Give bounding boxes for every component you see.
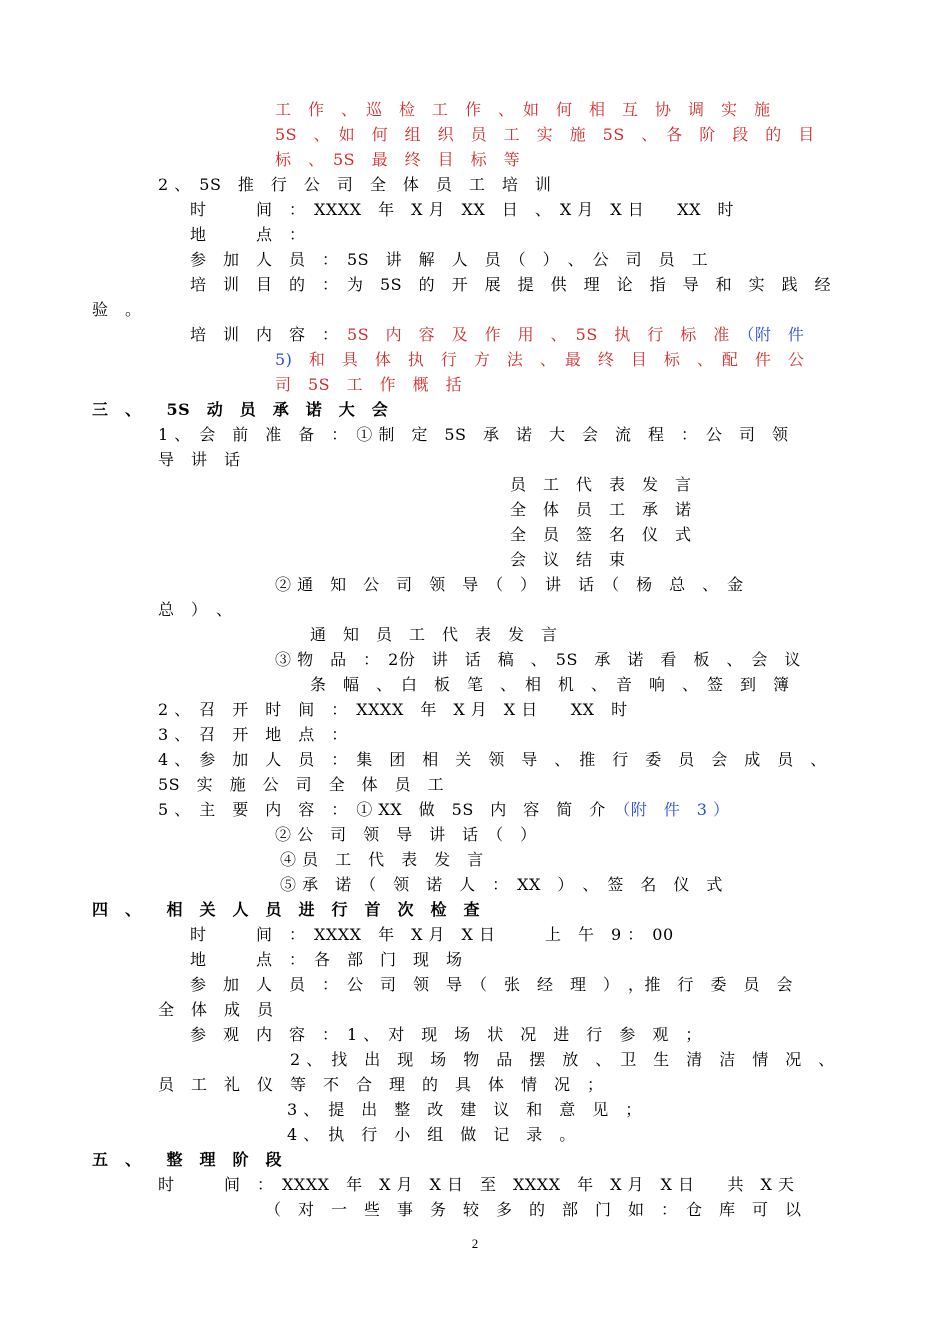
text-run: （附 件 [746,325,805,344]
text-line [287,1125,576,1145]
text-line [290,1050,835,1070]
text-line [275,575,744,595]
text-line [190,225,306,245]
text-line [158,425,789,445]
text-run: ⑤ 承 诺 （ 领 诺 人 ： XX ） 、 签 名 仪 式 [280,875,723,894]
text-run: 时 间 ： XXXX 年 X 月 X 日 上 午 9 ： 00 [190,925,674,944]
text-line [158,1175,795,1195]
text-line [158,600,233,620]
text-line [190,250,708,270]
text-run: 5S 、 如 何 组 织 员 工 实 施 5S 、 各 阶 段 的 目 [275,125,815,144]
text-line [265,1200,802,1220]
section-heading [92,400,388,420]
text-run: 员 工 礼 仪 等 不 合 理 的 具 体 情 况 ； [158,1075,604,1094]
text-run: 2 、 召 开 时 间 ： XXXX 年 X 月 X 日 XX 时 [158,700,628,719]
text-run: 时 间 ： XXXX 年 X 月 XX 日 、 X 月 X 日 XX 时 [190,200,735,219]
text-run: 4 、 执 行 小 组 做 记 录 。 [287,1125,576,1144]
text-run: 地 点 ： [190,225,306,244]
text-run: 地 点 ： 各 部 门 现 场 [190,950,463,969]
section-heading [92,900,480,920]
text-line [92,300,142,320]
text-run: 通 知 员 工 代 表 发 言 [310,625,558,644]
text-run: 2 、 找 出 现 场 物 品 摆 放 、 卫 生 清 洁 情 况 、 [290,1050,835,1069]
text-line [158,1000,274,1020]
text-line [275,150,520,170]
text-run: 全 体 成 员 [158,1000,274,1019]
text-line [275,350,804,370]
text-line [275,125,815,145]
text-line [190,200,734,220]
text-line [510,475,692,495]
text-run: ③ 物 品 ： 2份 讲 话 稿 、 5S 承 诺 看 板 、 会 议 [275,650,801,669]
text-run: 总 ） 、 [158,600,233,619]
text-line [510,500,692,520]
text-line [510,550,626,570]
text-line [158,750,827,770]
text-run: 司 5S 工 作 概 括 [275,375,463,394]
text-line [190,275,831,295]
text-run: 参 加 人 员 ： 5S 讲 解 人 员 （ ） 、 公 司 员 工 [190,250,709,269]
text-line [275,375,462,395]
text-line [158,1075,604,1095]
text-run: 全 体 员 工 承 诺 [510,500,692,519]
text-line [158,450,241,470]
text-line [190,325,804,345]
text-run: 条 幅 、 白 板 笔 、 相 机 、 音 响 、 签 到 簿 [310,675,790,694]
text-line [190,925,674,945]
text-run: （ 对 一 些 事 务 较 多 的 部 门 如 ： 仓 库 可 以 [265,1200,802,1219]
text-run: 3 、 提 出 整 改 建 议 和 意 见 ； [287,1100,642,1119]
section-heading [92,1150,282,1170]
text-run: 标 、 5S 最 终 目 标 等 [275,150,521,169]
text-run: 五 、 整 理 阶 段 [92,1150,283,1169]
text-line [275,100,771,120]
text-run: 会 议 结 束 [510,550,626,569]
text-run: 验 。 [92,300,142,319]
text-run: 5S 内 容 及 作 用 、 5S 执 行 标 准 [347,325,747,344]
text-line [310,675,790,695]
text-run: 工 作 、 巡 检 工 作 、 如 何 相 互 协 调 实 施 [275,100,771,119]
text-line [510,525,692,545]
text-run: 4 、 参 加 人 员 ： 集 团 相 关 领 导 、 推 行 委 员 会 成 员 、 [158,750,827,769]
text-run: 3 、 召 开 地 点 ： [158,725,348,744]
text-run: （附 件 3 ） [622,800,730,819]
text-run: 和 具 体 执 行 方 法 、 最 终 目 标 、 配 件 公 [292,350,805,369]
text-run: 员 工 代 表 发 言 [510,475,692,494]
text-run: 参 加 人 员 ： 公 司 领 导 （ 张 经 理 ） ，推 行 委 员 会 [190,975,794,994]
text-run: 5) [275,350,293,369]
text-run: 全 员 签 名 仪 式 [510,525,692,544]
text-line [275,650,801,670]
text-run: 时 间 ： XXXX 年 X 月 X 日 至 XXXX 年 X 月 X 日 共 X 天 [158,1175,795,1194]
text-run: ② 通 知 公 司 领 导 （ ） 讲 话 （ 杨 总 、 金 [275,575,744,594]
text-run: ② 公 司 领 导 讲 话 （ ） [275,825,537,844]
text-line [190,975,793,995]
text-line [158,800,730,820]
text-line [287,1100,642,1120]
text-run: 参 观 内 容 ： 1 、 对 现 场 状 况 进 行 参 观 ； [190,1025,702,1044]
text-run: 2 、 5S 推 行 公 司 全 体 员 工 培 训 [158,175,552,194]
text-run: 5 、 主 要 内 容 ： ① XX 做 5S 内 容 简 介 [158,800,623,819]
page-number: 2 [471,1236,479,1251]
text-line [275,825,537,845]
text-line [158,175,551,195]
text-run: 5S 实 施 公 司 全 体 员 工 [158,775,445,794]
text-run: 培 训 目 的 ： 为 5S 的 开 展 提 供 理 论 指 导 和 实 践 经 [190,275,832,294]
text-run: 三 、 5S 动 员 承 诺 大 会 [92,400,389,419]
text-line [158,725,348,745]
text-run: 四 、 相 关 人 员 进 行 首 次 检 查 [92,900,481,919]
text-line [190,1025,702,1045]
text-line [190,950,463,970]
text-run: 导 讲 话 [158,450,241,469]
text-line [158,775,444,795]
text-run: 培 训 内 容 ： [190,325,348,344]
text-line [280,875,723,895]
text-run: ④ 员 工 代 表 发 言 [280,850,484,869]
text-line [280,850,484,870]
text-run: 1 、 会 前 准 备 ： ① 制 定 5S 承 诺 大 会 流 程 ： 公 司 领 [158,425,789,444]
text-line [310,625,558,645]
text-line [158,700,628,720]
